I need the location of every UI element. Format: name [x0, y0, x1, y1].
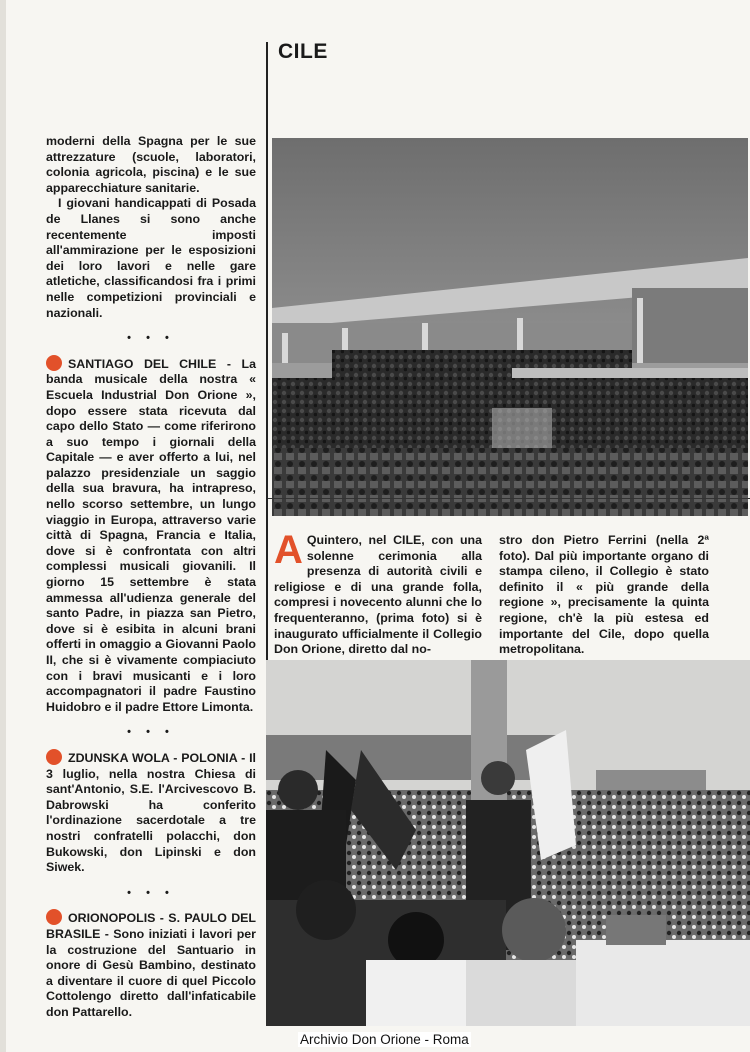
separator-3: • • •	[127, 886, 175, 899]
horizontal-rule	[268, 498, 750, 499]
drop-cap: A	[274, 528, 303, 572]
news-heading: SANTIAGO DEL CHILE	[68, 356, 217, 371]
news-heading: ORIONOPOLIS - S. PAULO DEL BRASILE	[46, 911, 256, 941]
section-title: CILE	[278, 40, 328, 63]
caption-column-2: stro don Pietro Ferrini (nella 2ª foto). Dal più importante organo di stampa cileno, il Collegio è stato definito il « più grande della regione », precisamente la quinta regione, ch'è la più estesa ed importante del Cile, dopo quella metropolitana.	[499, 533, 709, 657]
bullet-icon	[46, 749, 62, 765]
page-edge	[0, 0, 6, 1052]
intro-paragraph-1: moderni della Spagna per le sue attrezzature (scuole, laboratori, colonia agricola, piscina) e le sue apparecchiature sanitarie.	[46, 134, 256, 195]
news-text: - Il 3 luglio, nella nostra Chiesa di sant'Antonio, S.E. l'Arcivescovo B. Dabrowski ha conferito l'ordinazione sacerdotale a tre nostri confratelli polacchi, don Bukowski, don Lipinski e don Siwek.	[46, 750, 256, 875]
archive-footer: Archivio Don Orione - Roma	[300, 1032, 469, 1047]
news-text: - La banda musicale della nostra « Escuela Industrial Don Orione », dopo essere stata ricevuta dal capo dello Stato — come riferirono a suo tempo i giornali della Capitale — e aver offerto a lui, nel palazzo presidenziale un saggio della sua bravura, ha intrapreso, nello scorso settembre, un lungo viaggio in Europa, attraverso varie città di Spagna, Francia e Italia, dove si è confrontata con altri complessi musicali giovanili. Il giorno 15 settembre è stata ammessa all'udienza generale del santo Padre, in piazza san Pietro, dove si è esibita in alcuni brani offerti in omaggio a Giovanni Paolo II, che si è vivamente compiaciuto con i bravi musicanti e i loro accompagnatori il padre Faustino Huidobro e il padre Ettore Limonta.	[46, 356, 256, 714]
news-text: - Sono iniziati i lavori per la costruzione del Santuario in onore di Gesù Bambino, destinato a diventare il cuore di quel Piccolo Cottolengo diretto dall'infaticabile don Pattarello.	[46, 926, 256, 1019]
caption-text-1: Quintero, nel CILE, con una solenne cerimonia alla presenza di autorità civili e religiose e di una grande folla, compresi i novecento alunni che lo frequenteranno, (prima foto) si è inaugurato ufficialmente il Collegio Don Orione, diretto dal no-	[274, 533, 482, 657]
photo-speech-balcony	[266, 660, 750, 1026]
speech-photo-graphic	[266, 660, 750, 1026]
left-column	[46, 134, 256, 1020]
news-heading: ZDUNSKA WOLA - POLONIA	[68, 750, 238, 765]
news-item-zdunska	[46, 749, 256, 876]
bullet-icon	[46, 355, 62, 371]
caption-column-1	[274, 528, 482, 658]
photo-inauguration-crowd	[272, 138, 748, 516]
news-item-orionopolis	[46, 909, 256, 1020]
separator-2: • • •	[127, 726, 175, 739]
crowd-photo-graphic	[272, 138, 748, 516]
intro-paragraph-2: I giovani handicappati di Posada de Llanes si sono anche recentemente imposti all'ammirazione per le esposizioni dei loro lavori e nelle gare atletiche, classificandosi fra i primi nelle competizioni provinciali e nazionali.	[46, 196, 256, 320]
news-item-santiago	[46, 355, 256, 716]
separator-1: • • •	[127, 332, 175, 345]
bullet-icon	[46, 909, 62, 925]
